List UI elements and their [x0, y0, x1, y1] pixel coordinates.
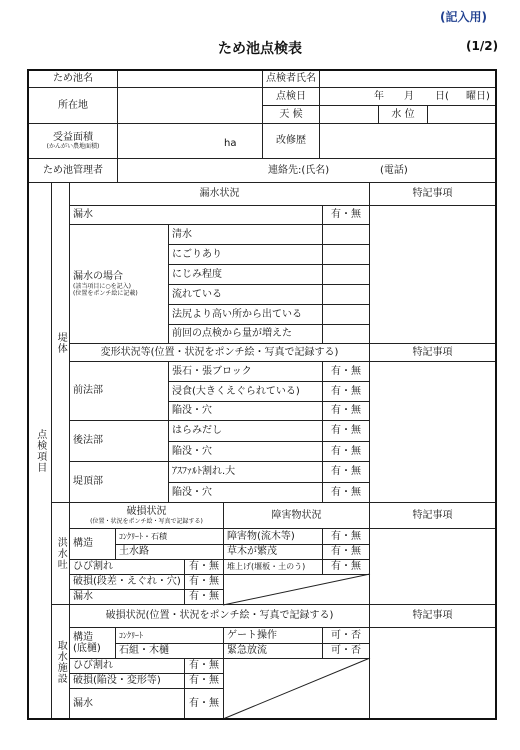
intake-crack-label: ひび割れ — [69, 658, 185, 674]
back-item: はらみだし — [168, 420, 323, 442]
entry-note: (記入用) — [440, 10, 487, 24]
obstacle-yn[interactable]: 有・無 — [322, 544, 370, 560]
leak-case-sub1: (該当項目に○を記入) — [73, 282, 131, 290]
water-level-field[interactable] — [427, 105, 496, 124]
pond-name-label: ため池名 — [28, 70, 118, 88]
crest-label: 堤頂部 — [69, 461, 169, 503]
spill-notes[interactable] — [369, 528, 496, 605]
obstacle-item: 障害物(流木等) — [223, 528, 323, 545]
front-item-yn[interactable]: 有・無 — [322, 381, 370, 402]
manager-label: ため池管理者 — [28, 158, 118, 183]
page-number: (1/2) — [466, 39, 499, 53]
spill-structure-label: 構造 — [69, 528, 116, 560]
crest-item-yn[interactable]: 有・無 — [322, 461, 370, 483]
weekday-label: 曜日) — [466, 91, 490, 102]
pond-name-field[interactable] — [117, 70, 263, 88]
leak-item-check[interactable] — [322, 284, 370, 305]
back-item: 陥没・穴 — [168, 441, 323, 462]
spill-leak-label: 漏水 — [69, 589, 185, 605]
intake-diagonal — [223, 658, 370, 719]
intake-structure-sub: (底樋) — [73, 643, 101, 654]
leak-item-check[interactable] — [322, 304, 370, 325]
spill-structure-opt: ｺﾝｸﾘｰﾄ・石積 — [115, 528, 224, 545]
leak-item-check[interactable] — [322, 224, 370, 245]
gate-operation-ok[interactable]: 可・否 — [322, 627, 370, 644]
intake-header: 破損状況(位置・状況をポンチ絵・写真で記録する) — [69, 604, 370, 628]
page-title: ため池点検表 — [218, 41, 302, 57]
leak-item: 流れている — [168, 284, 323, 305]
area-label-text: 受益面積 — [53, 131, 93, 143]
leak-item-check[interactable] — [322, 244, 370, 265]
intake-crack-yn[interactable]: 有・無 — [184, 658, 224, 674]
spill-crack-label: ひび割れ — [69, 559, 185, 575]
deform-notes[interactable] — [369, 361, 496, 503]
crest-item: 陥没・穴 — [168, 482, 323, 503]
year-label: 年 — [374, 91, 384, 102]
intake-broken-yn[interactable]: 有・無 — [184, 673, 224, 689]
spill-damage-text: 破損状況 — [126, 506, 167, 518]
emergency-release-ok[interactable]: 可・否 — [322, 643, 370, 659]
leak-item: にじみ程度 — [168, 264, 323, 285]
contact-label: 連絡先:(氏名) — [268, 165, 330, 176]
obstacle-yn[interactable]: 有・無 — [322, 559, 370, 575]
month-label: 月 — [404, 91, 414, 102]
back-item-yn[interactable]: 有・無 — [322, 441, 370, 462]
back-slope-label: 後法部 — [69, 420, 169, 462]
front-slope-label: 前法部 — [69, 361, 169, 421]
obstacle-yn[interactable]: 有・無 — [322, 528, 370, 545]
back-item-yn[interactable]: 有・無 — [322, 420, 370, 442]
intake-structure-opt: 石組・木樋 — [115, 643, 224, 659]
spill-structure-opt: 土水路 — [115, 544, 224, 560]
intake-broken-label: 破損(陥没・変形等) — [69, 673, 185, 689]
inspect-date-field[interactable] — [319, 87, 496, 106]
leak-case-sub2: (位置をポンチ絵に記載) — [73, 289, 138, 297]
area-label-sub: (かんがい農地面積) — [46, 143, 100, 151]
front-item: 張石・張ブロック — [168, 361, 323, 382]
intake-structure-label — [69, 627, 116, 659]
area-label — [28, 123, 118, 159]
repair-label: 改修歴 — [262, 123, 320, 159]
obstacle-item: 草木が繁茂 — [223, 544, 323, 560]
gate-operation-label: ゲート操作 — [223, 627, 323, 644]
spill-damage-sub: (位置・状況をポンチ絵・写真で記録する) — [90, 517, 203, 525]
intake-notes[interactable] — [369, 627, 496, 719]
location-field[interactable] — [117, 87, 263, 124]
spill-broken-yn[interactable]: 有・無 — [184, 574, 224, 590]
leak-case-label — [69, 224, 169, 344]
intake-leak-yn[interactable]: 有・無 — [184, 688, 224, 719]
deform-header: 変形状況等(位置・状況をポンチ絵・写真で記録する) — [69, 343, 370, 362]
crest-item-yn[interactable]: 有・無 — [322, 482, 370, 503]
weather-label: 天 候 — [262, 105, 320, 124]
intake-label: 取水施設 — [51, 604, 70, 719]
manager-field[interactable] — [117, 158, 496, 183]
leak-item-check[interactable] — [322, 324, 370, 344]
weather-field[interactable] — [319, 105, 379, 124]
leak-yn[interactable]: 有・無 — [322, 205, 370, 225]
location-label: 所在地 — [28, 87, 118, 124]
intake-structure-text: 構造 — [73, 631, 93, 643]
area-field[interactable] — [117, 123, 263, 159]
obstacle-item: 堆上げ(堰板・土のう) — [223, 559, 323, 575]
phone-label: (電話) — [380, 165, 408, 176]
inspect-date-label: 点検日 — [262, 87, 320, 106]
front-item-yn[interactable]: 有・無 — [322, 401, 370, 421]
crest-item: ｱｽﾌｧﾙﾄ割れ.大 — [168, 461, 323, 483]
leak-label: 漏水 — [69, 205, 323, 225]
repair-field[interactable] — [319, 123, 496, 159]
spill-diagonal — [223, 574, 370, 605]
leak-notes[interactable] — [369, 205, 496, 344]
intake-notes-header: 特記事項 — [369, 604, 496, 628]
leak-item-check[interactable] — [322, 264, 370, 285]
leak-item: 清水 — [168, 224, 323, 245]
inspector-field[interactable] — [319, 70, 496, 88]
leak-header: 漏水状況 — [69, 182, 370, 206]
intake-leak-label: 漏水 — [69, 688, 185, 719]
emergency-release-label: 緊急放流 — [223, 643, 323, 659]
leak-notes-header: 特記事項 — [369, 182, 496, 206]
dike-label: 堤体 — [51, 182, 70, 503]
spill-obstacle-header: 障害物状況 — [223, 502, 370, 529]
inspection-items-label: 点検項目 — [28, 182, 52, 719]
inspector-label: 点検者氏名 — [262, 70, 320, 88]
leak-item: にごりあり — [168, 244, 323, 265]
front-item-yn[interactable]: 有・無 — [322, 361, 370, 382]
day-label: 日( — [435, 91, 449, 102]
deform-notes-header: 特記事項 — [369, 343, 496, 362]
leak-item: 前回の点検から量が増えた — [168, 324, 323, 344]
ha-unit: ha — [224, 138, 237, 149]
leak-case-text: 漏水の場合 — [73, 271, 123, 283]
front-item: 浸食(大きくえぐられている) — [168, 381, 323, 402]
spill-damage-header — [69, 502, 224, 529]
spill-notes-header: 特記事項 — [369, 502, 496, 529]
spillway-label: 洪水吐 — [51, 502, 70, 605]
spill-broken-label: 破損(段差・えぐれ・穴) — [69, 574, 185, 590]
intake-structure-opt: ｺﾝｸﾘｰﾄ — [115, 627, 224, 644]
spill-crack-yn[interactable]: 有・無 — [184, 559, 224, 575]
water-level-label: 水 位 — [378, 105, 428, 124]
leak-item: 法尻より高い所から出ている — [168, 304, 323, 325]
spill-leak-yn[interactable]: 有・無 — [184, 589, 224, 605]
front-item: 陥没・穴 — [168, 401, 323, 421]
